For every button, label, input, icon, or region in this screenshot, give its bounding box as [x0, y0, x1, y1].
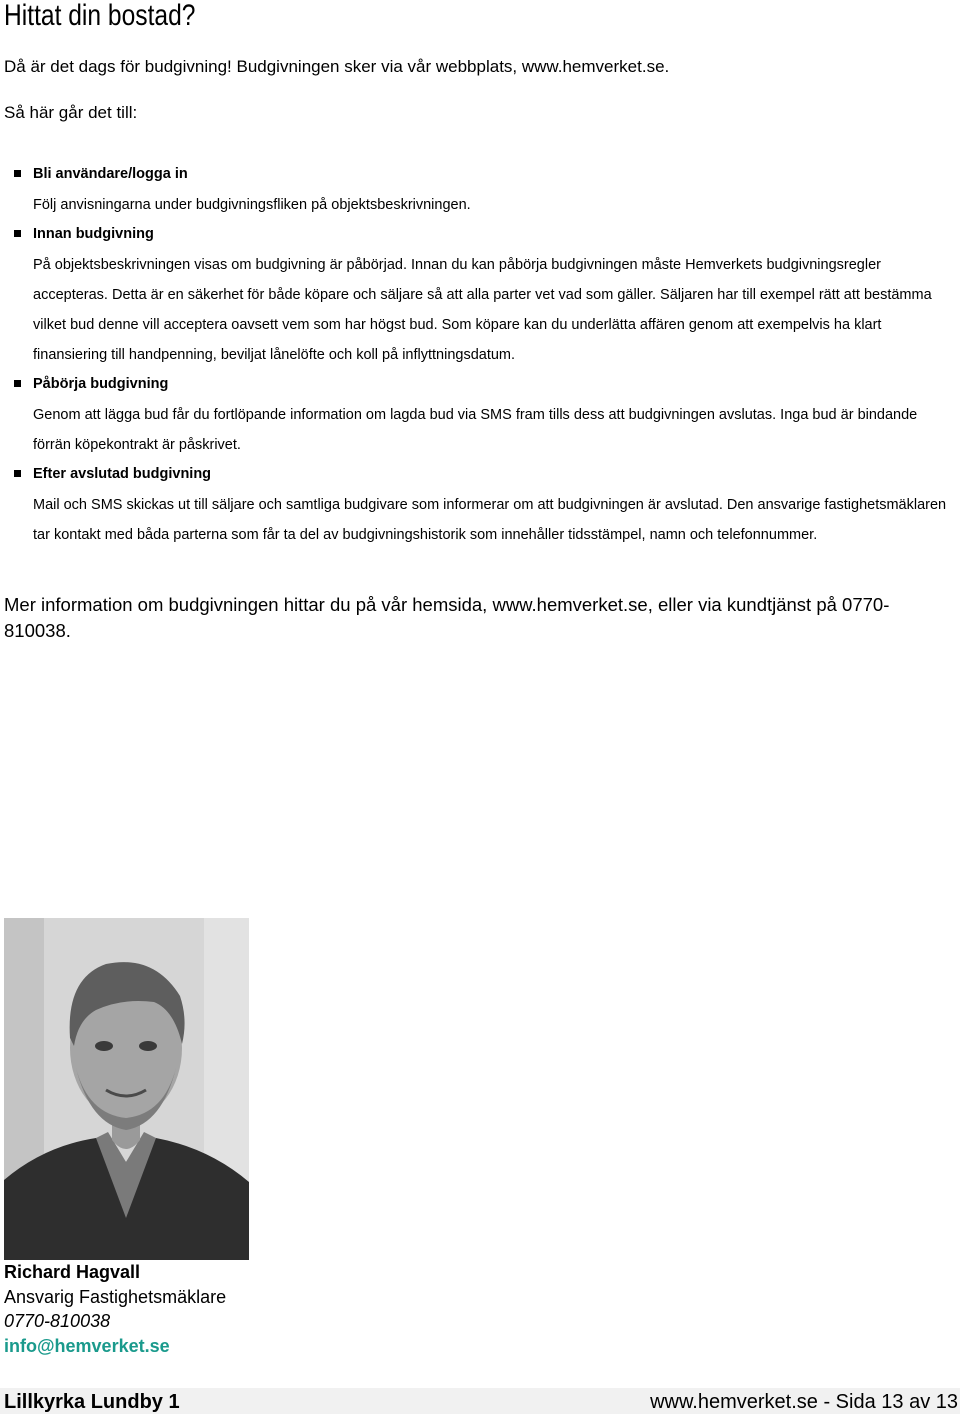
- agent-portrait-image: [4, 918, 249, 1260]
- bullet-icon: [14, 170, 21, 177]
- intro-subheading: Så här går det till:: [4, 103, 138, 122]
- step-title: Efter avslutad budgivning: [33, 466, 212, 482]
- list-item: [14, 460, 960, 550]
- step-title: Påbörja budgivning: [33, 376, 169, 392]
- step-body: Genom att lägga bud får du fortlöpande information om lagda bud via SMS fram tills dess att budgivningen avslutas. Inga bud är bindande förrän köpekontrakt är påskrivet.: [33, 407, 918, 453]
- step-title: Innan budgivning: [33, 226, 154, 242]
- step-body: Följ anvisningarna under budgivningsfliken på objektsbeskrivningen.: [33, 197, 471, 213]
- bullet-icon: [14, 380, 21, 387]
- steps-list: [14, 160, 960, 550]
- step-title: Bli användare/logga in: [33, 166, 188, 182]
- agent-role: Ansvarig Fastighetsmäklare: [4, 1287, 227, 1307]
- footer-page-info: www.hemverket.se - Sida 13 av 13: [650, 1391, 958, 1413]
- agent-phone: 0770-810038: [4, 1311, 111, 1331]
- list-item: [14, 160, 960, 220]
- agent-name: Richard Hagvall: [4, 1262, 141, 1282]
- page-title: Hittat din bostad?: [4, 0, 196, 32]
- list-item: [14, 220, 960, 370]
- footer-property-name: Lillkyrka Lundby 1: [4, 1391, 180, 1413]
- list-item: [14, 370, 960, 460]
- bullet-icon: [14, 230, 21, 237]
- intro-text: Då är det dags för budgivning! Budgivningen sker via vår webbplats, www.hemverket.se.: [4, 57, 670, 76]
- page-footer: [0, 1388, 960, 1414]
- more-info-text: Mer information om budgivningen hittar du på vår hemsida, www.hemverket.se, eller via kundtjänst på 0770-810038.: [4, 594, 890, 641]
- step-body: På objektsbeskrivningen visas om budgivning är påbörjad. Innan du kan påbörja budgivningen måste Hemverkets budgivningsregler accepteras. Detta är en säkerhet för både köpare och säljare så att alla parter vet vad som gäller. Säljaren har till exempel rätt att bestämma vilket bud denne vill acceptera oavsett vem som har högst bud. Som köpare kan du underlätta affären genom att exempelvis ha klart finansiering till handpenning, beviljat lånelöfte och koll på inflyttningsdatum.: [33, 257, 932, 363]
- agent-email-link[interactable]: info@hemverket.se: [4, 1336, 170, 1356]
- step-body: Mail och SMS skickas ut till säljare och samtliga budgivare som informerar om att budgivningen är avslutad. Den ansvarige fastighetsmäklaren tar kontakt med båda parterna som får ta del av budgivningshistorik som innehåller tidsstämpel, namn och telefonnummer.: [33, 497, 947, 543]
- bullet-icon: [14, 470, 21, 477]
- agent-photo: [4, 918, 249, 1260]
